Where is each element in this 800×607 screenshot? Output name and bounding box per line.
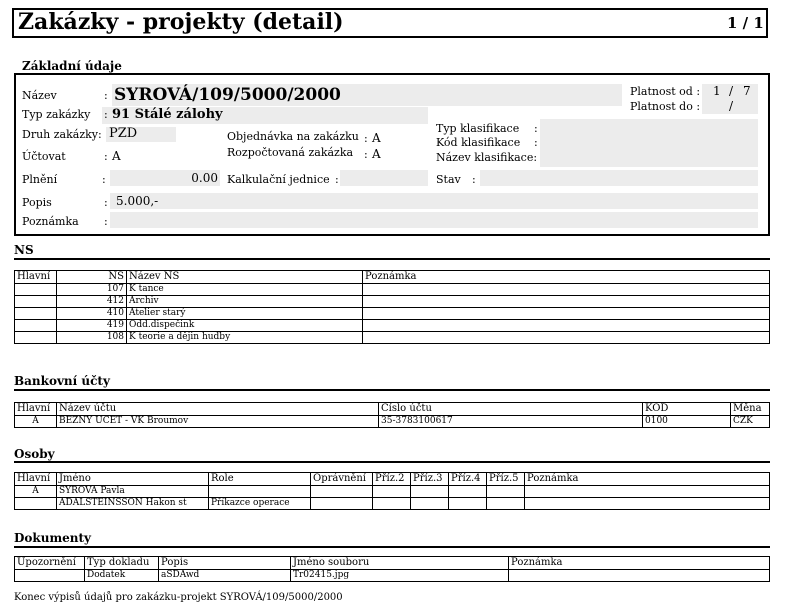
kalkulacni-field	[340, 170, 428, 186]
bank-col-kod: KOD	[643, 403, 731, 416]
klasifikace-field-bg	[540, 119, 758, 167]
kalkulacni-colon: :	[335, 173, 339, 186]
plneni-label: Plnění	[22, 173, 58, 186]
table-cell: ADALSTEINSSON Hakon st	[57, 498, 209, 510]
table-cell: 107	[57, 284, 127, 296]
typ-klasifikace-label: Typ klasifikace	[436, 122, 520, 135]
table-row	[15, 570, 770, 582]
table-cell	[15, 332, 57, 344]
ns-col-poznamka: Poznámka	[363, 271, 770, 284]
table-cell	[15, 284, 57, 296]
druh-label: Druh zakázky:	[22, 128, 102, 141]
docs-section-title: Dokumenty	[14, 531, 92, 545]
table-cell: CZK	[731, 416, 770, 428]
osoby-table	[14, 472, 770, 510]
platnost-od-day: 1	[713, 84, 721, 98]
bank-section-title: Bankovní účty	[14, 374, 110, 388]
bank-col-hlavni: Hlavní	[15, 403, 57, 416]
table-cell: A	[15, 416, 57, 428]
table-cell	[363, 308, 770, 320]
kod-klasifikace-label: Kód klasifikace	[436, 136, 521, 149]
table-cell: 419	[57, 320, 127, 332]
table-cell: 0100	[643, 416, 731, 428]
table-row	[15, 320, 770, 332]
plneni-colon: :	[102, 173, 106, 186]
popis-colon: :	[104, 196, 108, 209]
table-cell: Archiv	[127, 296, 363, 308]
docs-col-poznamka: Poznámka	[509, 557, 770, 570]
table-cell	[487, 486, 525, 498]
table-cell: aSDAwd	[159, 570, 291, 582]
table-cell: A	[15, 486, 57, 498]
osoby-col-jmeno: Jméno	[57, 473, 209, 486]
table-cell: Dodatek	[85, 570, 159, 582]
table-row	[15, 284, 770, 296]
typ-klasifikace-colon: :	[534, 122, 538, 135]
objednavka-value: A	[372, 131, 381, 145]
table-row	[15, 486, 770, 498]
table-cell	[449, 486, 487, 498]
table-cell: Tr02415.jpg	[291, 570, 509, 582]
druh-value: PZD	[109, 126, 138, 141]
table-cell	[363, 296, 770, 308]
ns-col-ns: NS	[57, 271, 127, 284]
table-cell	[363, 284, 770, 296]
osoby-col-opravneni: Oprávnění	[311, 473, 373, 486]
table-cell	[363, 332, 770, 344]
poznamka-colon: :	[104, 215, 108, 228]
table-cell	[15, 308, 57, 320]
stav-label: Stav	[436, 173, 461, 186]
ns-header-row	[15, 271, 770, 284]
typ-value: 91 Stálé zálohy	[112, 107, 223, 122]
docs-col-popis: Popis	[159, 557, 291, 570]
uctovat-label: Účtovat	[22, 150, 66, 163]
bank-table	[14, 402, 770, 428]
stav-field	[480, 170, 758, 186]
table-row	[15, 498, 770, 510]
osoby-col-priz4: Příz.4	[449, 473, 487, 486]
poznamka-field	[110, 212, 758, 228]
platnost-od-sep: /	[729, 84, 734, 98]
ns-col-nazev: Název NS	[127, 271, 363, 284]
table-cell	[411, 498, 449, 510]
typ-label: Typ zakázky	[22, 108, 91, 121]
typ-colon: :	[104, 108, 108, 121]
osoby-col-hlavni: Hlavní	[15, 473, 57, 486]
platnost-do-sep: /	[729, 99, 734, 113]
osoby-col-role: Role	[209, 473, 311, 486]
osoby-section-title: Osoby	[14, 447, 55, 461]
rozpoctovana-colon: :	[364, 148, 368, 161]
platnost-do-label: Platnost do :	[630, 100, 701, 113]
table-cell: 410	[57, 308, 127, 320]
page-number: 1 / 1	[727, 14, 764, 32]
popis-field	[110, 193, 758, 209]
docs-table	[14, 556, 770, 582]
bank-rule	[14, 389, 770, 391]
table-cell	[363, 320, 770, 332]
table-cell	[373, 498, 411, 510]
table-cell: Příkazce operace	[209, 498, 311, 510]
table-cell: K tance	[127, 284, 363, 296]
table-cell	[209, 486, 311, 498]
table-cell: Atelier starý	[127, 308, 363, 320]
nazev-klasifikace-label: Název klasifikace:	[436, 151, 538, 164]
docs-col-typ: Typ dokladu	[85, 557, 159, 570]
table-cell: K teorie a dějin hudby	[127, 332, 363, 344]
table-cell	[311, 486, 373, 498]
table-cell: SYROVÁ Pavla	[57, 486, 209, 498]
table-cell: 108	[57, 332, 127, 344]
table-cell	[509, 570, 770, 582]
table-cell	[15, 498, 57, 510]
table-cell: Odd.dispečink	[127, 320, 363, 332]
popis-label: Popis	[22, 196, 52, 209]
objednavka-colon: :	[364, 132, 368, 145]
rozpoctovana-label: Rozpočtovaná zakázka	[227, 146, 354, 159]
objednavka-label: Objednávka na zakázku	[227, 130, 359, 143]
table-row	[15, 332, 770, 344]
uctovat-colon: :	[104, 150, 108, 163]
kod-klasifikace-colon: :	[534, 136, 538, 149]
osoby-header-row	[15, 473, 770, 486]
basic-section-title: Základní údaje	[22, 59, 122, 73]
osoby-col-priz3: Příz.3	[411, 473, 449, 486]
table-cell: 35-3783100617	[379, 416, 643, 428]
ns-rule	[14, 258, 770, 260]
popis-value: 5.000,-	[116, 194, 159, 208]
bank-col-nazev: Název účtu	[57, 403, 379, 416]
osoby-col-priz2: Příz.2	[373, 473, 411, 486]
table-cell	[15, 570, 85, 582]
table-cell: BĚŽNÝ ÚČET - VK Broumov	[57, 416, 379, 428]
bank-col-cislo: Číslo účtu	[379, 403, 643, 416]
table-cell	[449, 498, 487, 510]
poznamka-label: Poznámka	[22, 215, 79, 228]
ns-section-title: NS	[14, 243, 34, 257]
uctovat-value: A	[112, 149, 121, 163]
table-cell	[411, 486, 449, 498]
table-row	[15, 416, 770, 428]
page-title: Zakázky - projekty (detail)	[18, 9, 344, 35]
table-cell	[525, 486, 770, 498]
platnost-od-label: Platnost od :	[630, 85, 701, 98]
table-cell	[487, 498, 525, 510]
table-cell	[15, 296, 57, 308]
nazev-label: Název	[22, 89, 57, 102]
docs-header-row	[15, 557, 770, 570]
stav-colon: :	[472, 173, 476, 186]
osoby-col-poznamka: Poznámka	[525, 473, 770, 486]
docs-col-upozorneni: Upozornění	[15, 557, 85, 570]
kalkulacni-label: Kalkulační jednice	[227, 173, 330, 186]
bank-header-row	[15, 403, 770, 416]
table-row	[15, 296, 770, 308]
table-cell	[311, 498, 373, 510]
nazev-value: SYROVÁ/109/5000/2000	[114, 85, 341, 105]
osoby-rule	[14, 461, 770, 463]
table-cell: 412	[57, 296, 127, 308]
table-cell	[525, 498, 770, 510]
osoby-col-priz5: Příz.5	[487, 473, 525, 486]
report-footer: Konec výpisů údajů pro zakázku-projekt SYROVÁ/109/5000/2000	[14, 592, 343, 603]
plneni-value: 0.00	[191, 171, 218, 185]
table-cell	[15, 320, 57, 332]
ns-table	[14, 270, 770, 344]
table-row	[15, 308, 770, 320]
docs-rule	[14, 546, 770, 548]
table-cell	[373, 486, 411, 498]
docs-col-soubor: Jméno souboru	[291, 557, 509, 570]
nazev-colon: :	[104, 89, 108, 102]
ns-col-hlavni: Hlavní	[15, 271, 57, 284]
bank-col-mena: Měna	[731, 403, 770, 416]
platnost-od-month: 7	[743, 84, 751, 98]
rozpoctovana-value: A	[372, 147, 381, 161]
